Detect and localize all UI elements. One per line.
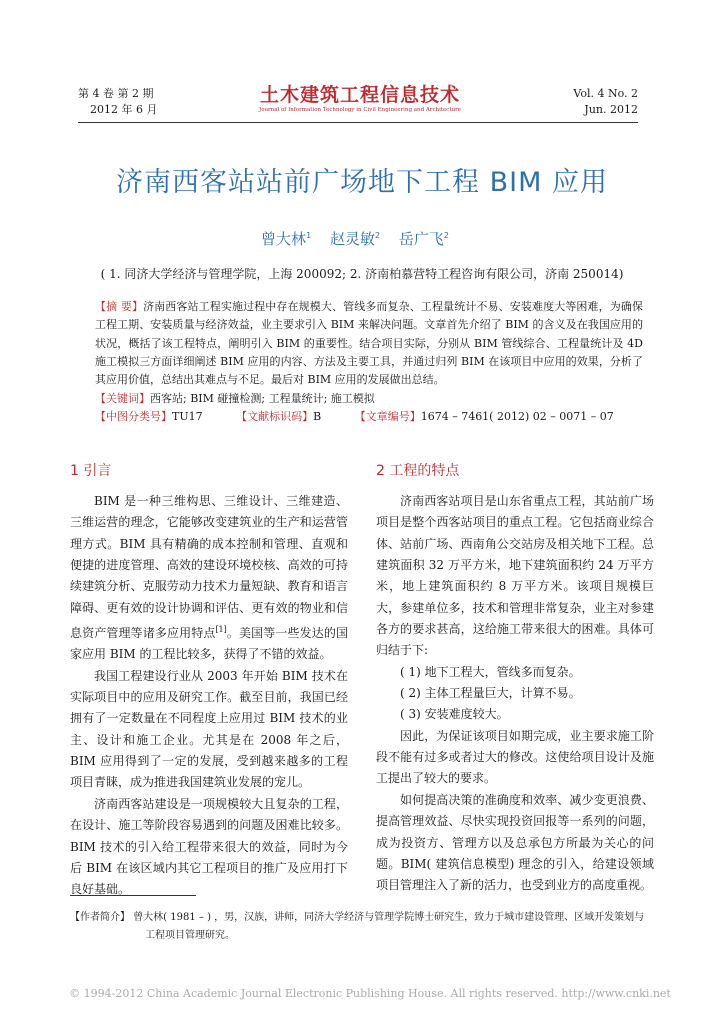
volume-info xyxy=(573,86,638,118)
journal-logo xyxy=(240,84,480,114)
doc-code-value: B xyxy=(313,410,322,423)
journal-name-en: Journal of Information Technology in Civil Engineering and Architecture xyxy=(258,107,462,113)
author-footnote xyxy=(70,909,670,945)
footnote-text-continued: 工程项目管理研究。 xyxy=(145,930,235,941)
list-item: ( 1) 地下工程大，管线多而复杂。 xyxy=(400,664,581,679)
paragraph: 济南西客站项目是山东省重点工程，其站前广场项目是整个西客站项目的重点工程。它包括商业综合体、站前广场、西南角公交站房及相关地下工程。总建筑面积 32 万平方米，地下建筑面积约 24 万平方米，地上建筑面积约 8 万平方米。该项目规模巨大，参建单位多，技术和管理非常复杂，业主对参建各方的要求甚高，这给施工带来很大的困难。具体可归结于下: xyxy=(376,494,654,658)
author-affil-mark: 2 xyxy=(443,231,449,240)
date-en: Jun. 2012 xyxy=(584,103,638,116)
volume-en: Vol. 4 No. 2 xyxy=(573,87,638,100)
date-cn: 2012 年 6 月 xyxy=(90,103,158,116)
clc-value: TU17 xyxy=(172,410,203,423)
keywords-label: 【关键词】 xyxy=(95,392,150,405)
keywords xyxy=(95,390,375,406)
author-name: 曾大林 xyxy=(261,230,307,248)
paragraph: 如何提高决策的准确度和效率、减少变更浪费、提高管理效益、尽快实现投资回报等一系列的问题，成为投资方、管理方以及总承包方所最为关心的问题。BIM( 建筑信息模型) 理念的引入，给建设领域项目管理注入了新的活力，也受到业方的高度重视。 xyxy=(376,792,654,893)
paragraph: 我国工程建设行业从 2003 年开始 BIM 技术在实际项目中的应用及研究工作。截至目前，我国已经拥有了一定数量在不同程度上应用过 BIM 技术的业主、设计和施工企业。尤其是在 2008 年之后，BIM 应用得到了一定的发展，受到越来越多的工程项目青睐，成为推进我国建筑业发展的宠儿。 xyxy=(70,668,348,790)
journal-name-cn: 土木建筑工程信息技术 xyxy=(259,84,460,106)
article-no-value: 1674 – 7461( 2012) 02 – 0071 – 07 xyxy=(420,410,614,423)
article-no-label: 【文章编号】 xyxy=(354,410,421,423)
author-affil-mark: 2 xyxy=(374,231,381,240)
paragraph-text: BIM 是一种三维构思、三维设计、三维建造、三维运营的理念，它能够改变建筑业的生产和运营管理方式。BIM 具有精确的成本控制和管理、直观和便捷的进度管理、高效的建设环境校核、高效的可持续建筑分析、克服劳动力技术力量短缺、教育和语言障碍、更有效的设计协调和评估、更有效的物业和信息资产管理等诸多应用特点 xyxy=(70,494,348,641)
section-2-heading: 2 工程的特点 xyxy=(376,463,460,479)
doc-code-label: 【文献标识码】 xyxy=(236,410,314,423)
abstract-text: 济南西客站工程实施过程中存在规模大、管线多而复杂、工程量统计不易、安装难度大等困难，为确保工程工期、安装质量与经济效益，业主要求引入 BIM 来解决问题。文章首先介绍了 BIM 的含义及在我国应用的状况，概括了该工程特点，阐明引入 BIM 的重要性。结合项目实际，分别从 BIM 管线综合、工程量统计及 4D 施工模拟三方面详细阐述 BIM 应用的内容、方法及主要工具，并通过归列 BIM 在该项目中应用的效果，分析了其应用价值，总结出其难点与不足。最后对 BIM 应用的发展做出总结。 xyxy=(95,300,643,387)
article-title: 济南西客站站前广场地下工程 BIM 应用 xyxy=(116,167,608,198)
footnote-divider xyxy=(70,895,196,896)
section-1-heading: 1 引言 xyxy=(70,463,112,479)
paragraph xyxy=(70,491,348,666)
list-item: ( 2) 主体工程量巨大，计算不易。 xyxy=(400,686,581,701)
affiliation: ( 1. 同济大学经济与管理学院，上海 200092; 2. 济南柏慕营特工程咨询有限公司，济南 250014) xyxy=(100,267,624,281)
footnote-text: 曾大林( 1981 – ) ，男，汉族，讲师，同济大学经济与管理学院博士研究生，致力于城市建设管理、区域开发策划与 xyxy=(133,912,645,923)
copyright-notice: © 1994-2012 China Academic Journal Electronic Publishing House. All rights reserved. http://www.cnki.net xyxy=(69,987,671,1000)
paragraph: 济南西客站建设是一项规模较大且复杂的工程，在设计、施工等阶段容易遇到的问题及困难比较多。BIM 技术的引入给工程带来很大的效益，同时为今后 BIM 在该区域内其它工程项目的推广及应用打下良好基础。 xyxy=(70,796,348,897)
author-list xyxy=(60,228,664,249)
author-affil-mark: 1 xyxy=(306,231,312,240)
footnote-label: 【作者简介】 xyxy=(70,912,130,923)
paragraph: 因此，为保证该项目如期完成，业主要求施工阶段不能有过多或者过大的修改。这使给项目设计及施工提出了较大的要求。 xyxy=(376,728,654,786)
abstract xyxy=(95,298,643,389)
author-name: 岳广飞 xyxy=(398,230,444,248)
clc-label: 【中图分类号】 xyxy=(95,410,172,423)
left-column xyxy=(70,491,348,901)
paragraph-text: 。美国等一些发达的国家应用 BIM 的工程比较多，获得了不错的效益。 xyxy=(70,626,348,662)
abstract-label: 【摘 要】 xyxy=(95,300,144,313)
citation-ref: [1] xyxy=(215,625,227,635)
header-divider xyxy=(78,122,638,123)
issue-cn: 第 4 卷 第 2 期 xyxy=(78,87,154,100)
keywords-text: 西客站; BIM 碰撞检测; 工程量统计; 施工模拟 xyxy=(150,392,375,405)
list-item: ( 3) 安装难度较大。 xyxy=(400,707,509,722)
classification-row xyxy=(95,408,655,424)
issue-info xyxy=(78,86,157,118)
author-name: 赵灵敏 xyxy=(329,230,375,248)
right-column xyxy=(376,491,654,897)
